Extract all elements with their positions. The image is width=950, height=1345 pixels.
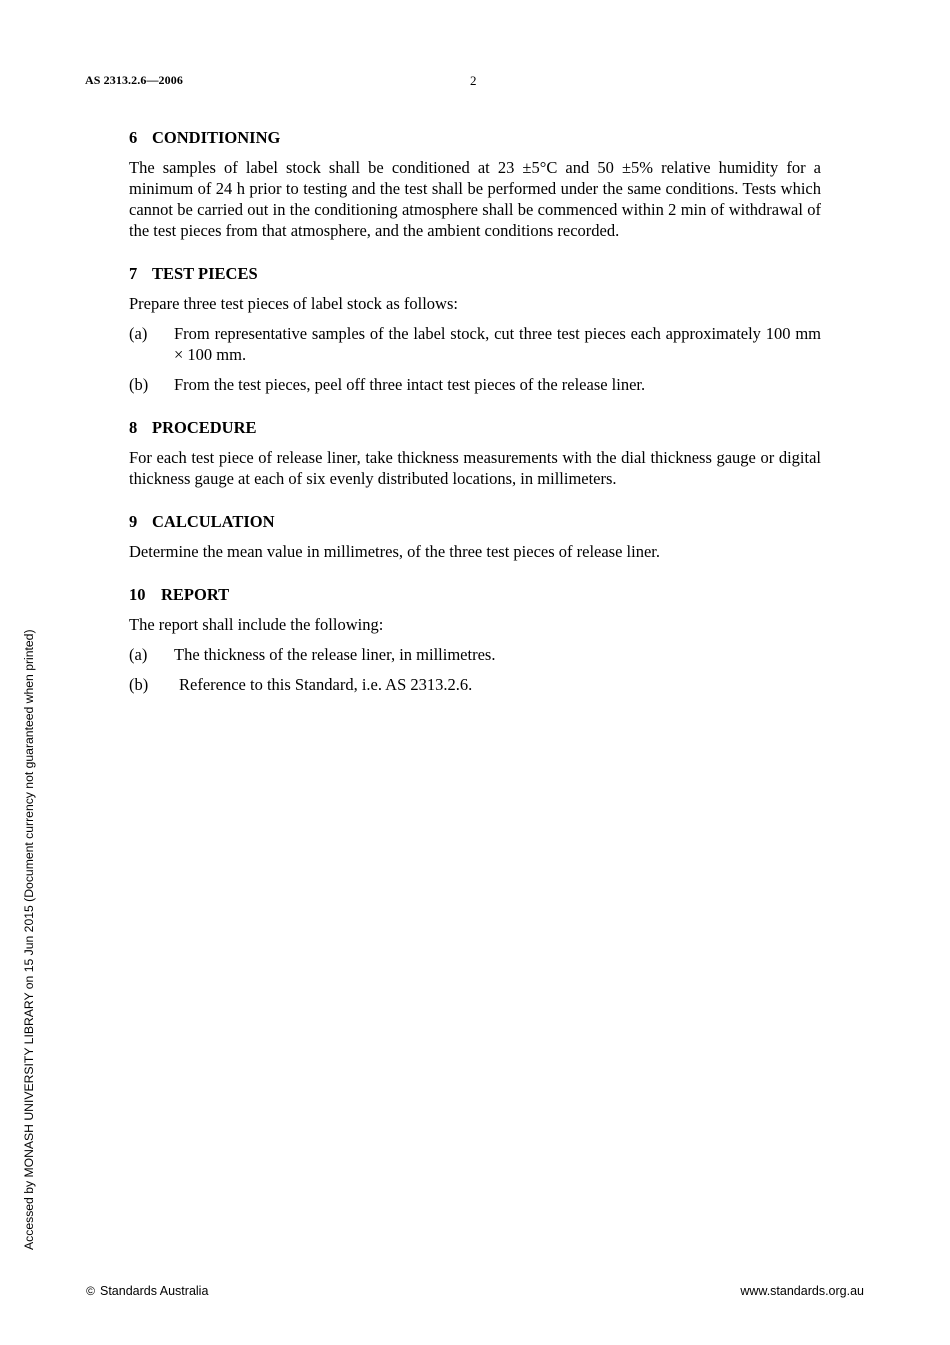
list-item [129,323,821,365]
section-number: 7 [129,264,138,283]
section-heading-procedure [129,417,821,438]
list-text: From representative samples of the label stock, cut three test pieces each approximately 100 mm × 100 mm. [174,324,821,364]
list-marker: (b) [129,675,149,694]
section-title: PROCEDURE [152,418,257,437]
list-marker: (b) [129,375,149,394]
section-title: CALCULATION [152,512,275,531]
access-watermark: Accessed by MONASH UNIVERSITY LIBRARY on 15 Jun 2015 (Document currency not guaranteed when printed) [22,629,36,1250]
page-number: 2 [470,73,477,88]
publisher-name: Standards Australia [100,1284,209,1298]
list-text: Reference to this Standard, i.e. AS 2313.2.6. [179,675,473,694]
list-item [129,674,821,695]
list-marker: (a) [129,645,148,664]
report-list [129,644,821,695]
test-pieces-list [129,323,821,395]
section-title: REPORT [161,585,230,604]
section-number: 6 [129,128,138,147]
section-heading-test-pieces [129,263,821,284]
section-number: 9 [129,512,138,531]
list-marker: (a) [129,324,148,343]
section-heading-report [129,584,821,605]
document-id: AS 2313.2.6—2006 [85,73,183,87]
procedure-paragraph: For each test piece of release liner, take thickness measurements with the dial thickness gauge or digital thickness gauge at each of six evenly distributed locations, in millimeters. [129,448,821,488]
list-item [129,644,821,665]
list-text: From the test pieces, peel off three intact test pieces of the release liner. [174,375,646,394]
footer-website-link[interactable]: www.standards.org.au [740,1284,864,1298]
copyright-icon: © [86,1283,95,1298]
test-pieces-intro: Prepare three test pieces of label stock as follows: [129,294,458,313]
document-body [129,127,821,717]
section-number: 8 [129,418,138,437]
section-heading-conditioning [129,127,821,148]
section-title: TEST PIECES [152,264,258,283]
section-title: CONDITIONING [152,128,281,147]
conditioning-paragraph: The samples of label stock shall be conditioned at 23 ±5°C and 50 ±5% relative humidity for a minimum of 24 h prior to testing and the test shall be performed under the same conditions. Tests which cannot be carried out in the conditioning atmosphere shall be commenced within 2 min of withdrawal of the test pieces from that atmosphere, and the ambient conditions recorded. [129,158,821,240]
calculation-paragraph: Determine the mean value in millimetres, of the three test pieces of release liner. [129,542,660,561]
list-text: The thickness of the release liner, in millimetres. [174,645,496,664]
report-intro: The report shall include the following: [129,615,384,634]
section-number: 10 [129,585,146,604]
section-heading-calculation [129,511,821,532]
list-item [129,374,821,395]
footer-publisher [85,1284,208,1298]
